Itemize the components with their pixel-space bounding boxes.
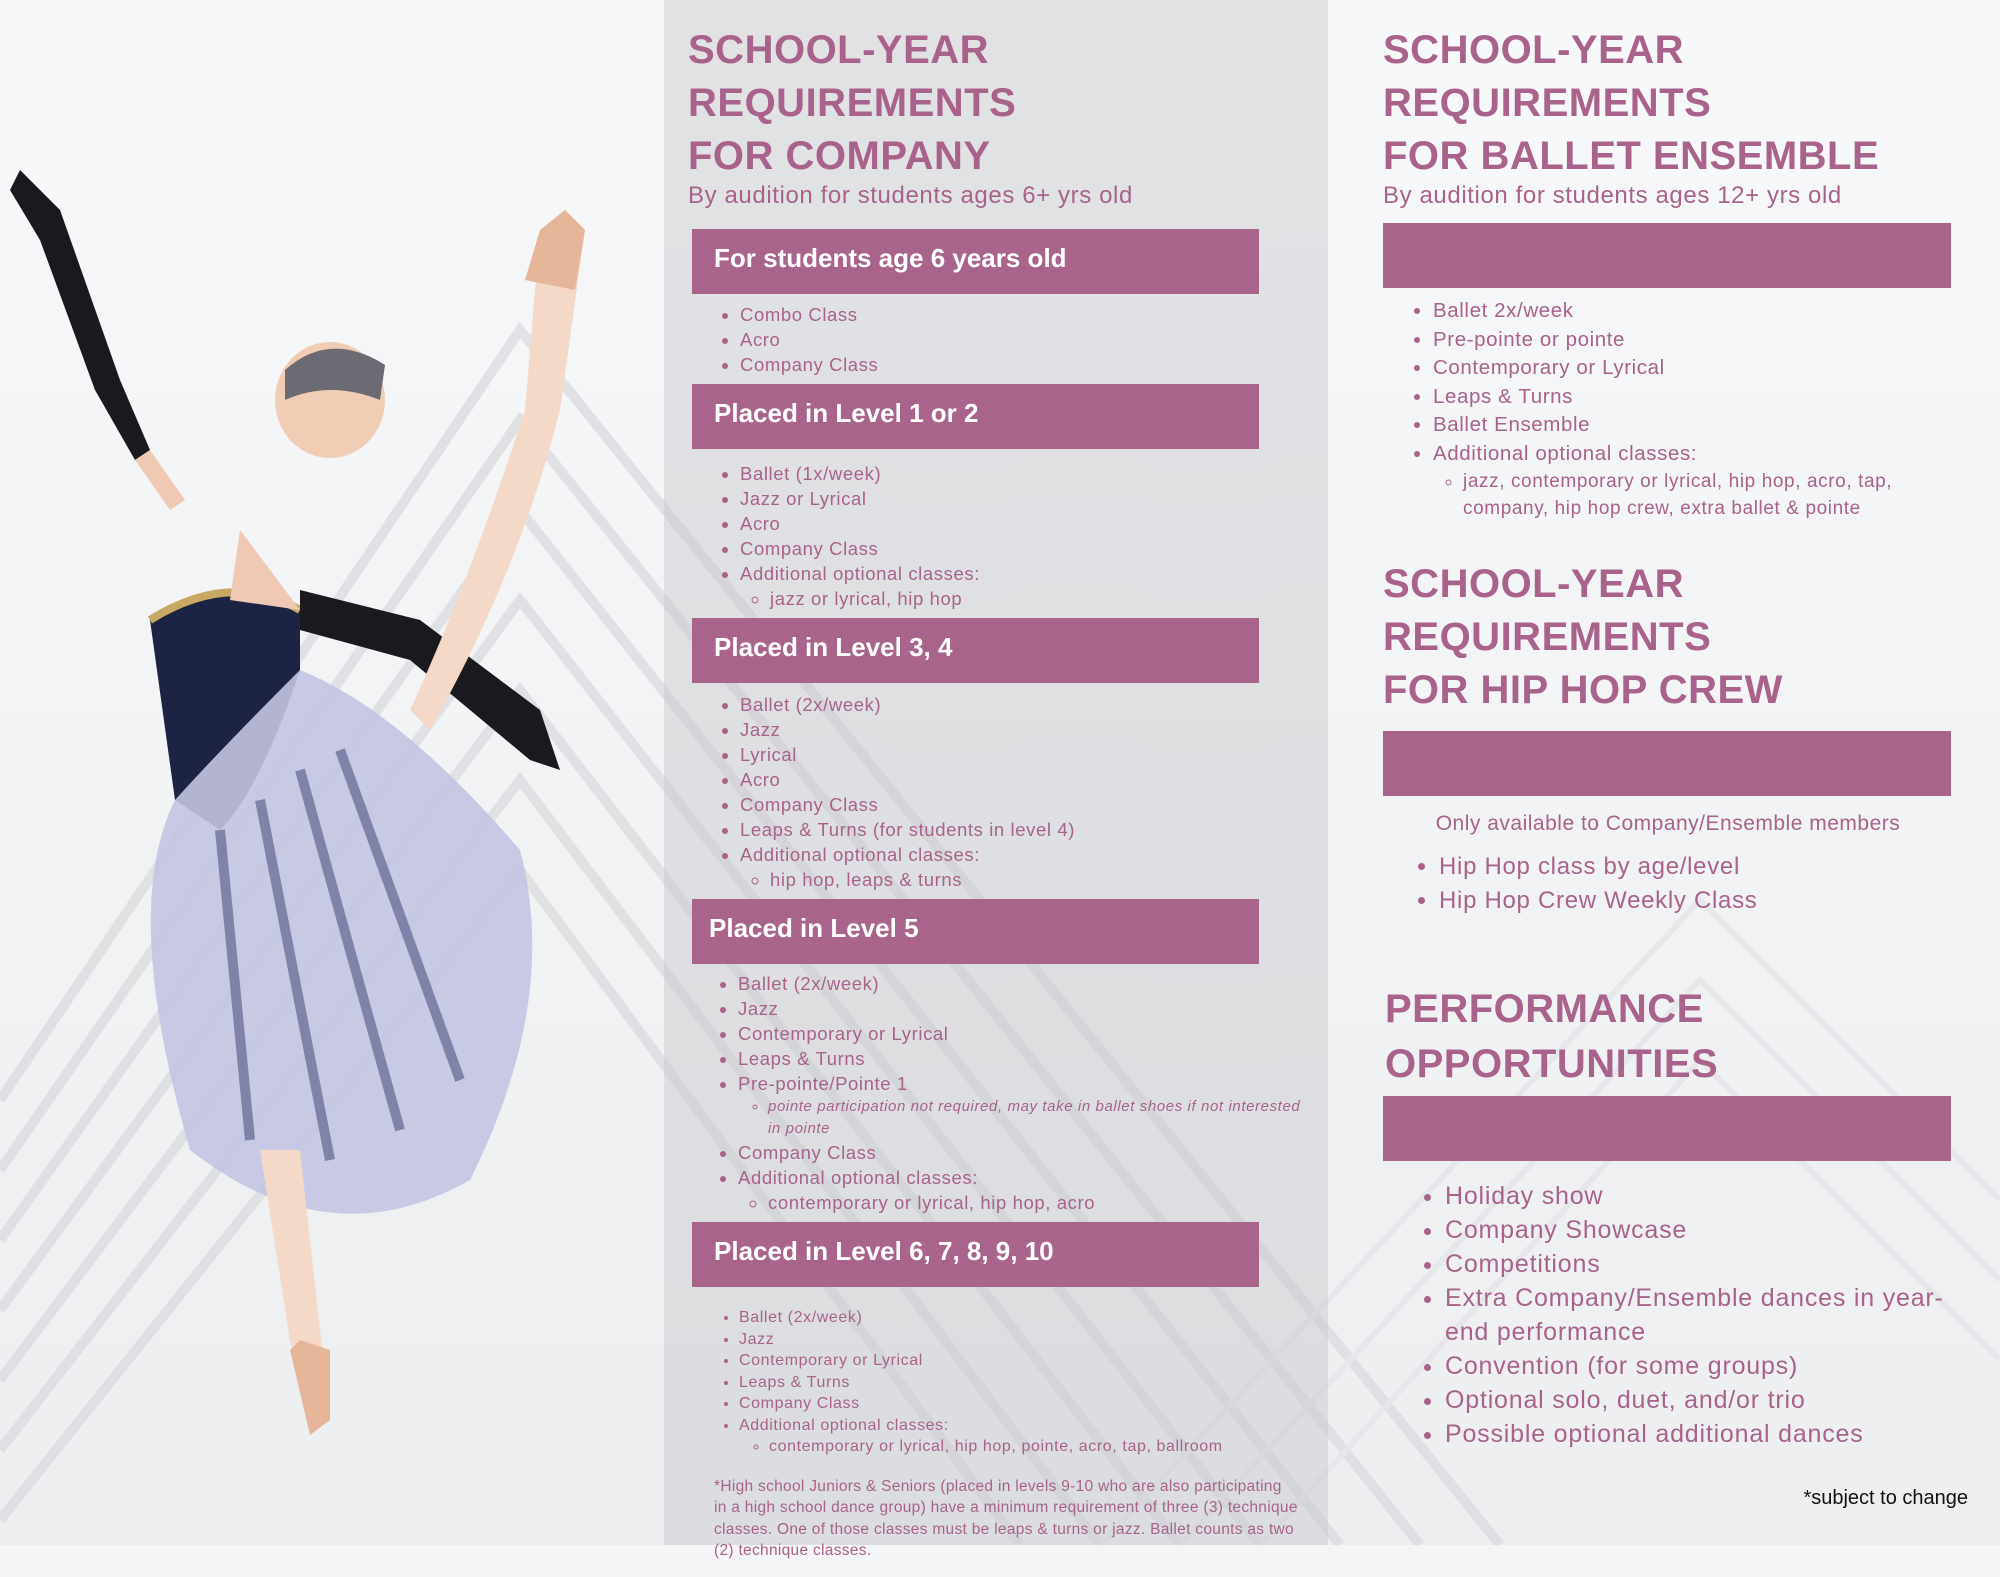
- section-level-6-10: [688, 1222, 1318, 1458]
- ensemble-bar: [1383, 223, 1951, 288]
- company-title-line1: SCHOOL-YEAR REQUIREMENTS: [688, 28, 1017, 125]
- list-item: • Ballet (1x/week): [740, 461, 1318, 486]
- hiphop-title: [1383, 558, 1953, 717]
- list-item: • Leaps & Turns: [1433, 383, 1953, 412]
- section-level-1-2: [688, 384, 1318, 611]
- list-item: • Leaps & Turns: [739, 1372, 1318, 1394]
- ensemble-title-line2: FOR BALLET ENSEMBLE: [1383, 134, 1880, 178]
- list-item-text: Additional optional classes:: [738, 1167, 978, 1188]
- list-item: • Ballet (2x/week): [738, 971, 1318, 996]
- list-item: [738, 1165, 1318, 1215]
- hiphop-title-line2: FOR HIP HOP CREW: [1383, 668, 1783, 712]
- performance-title-line1: PERFORMANCE: [1385, 987, 1704, 1031]
- list-item: • Optional solo, duet, and/or trio: [1445, 1383, 1953, 1417]
- list-item: • Jazz: [740, 717, 1318, 742]
- subject-to-change-footnote: *subject to change: [1803, 1487, 1968, 1509]
- optional-classes-sublist: [1433, 468, 1953, 522]
- list-item: • Contemporary or Lyrical: [738, 1021, 1318, 1046]
- list-item: • Jazz: [738, 996, 1318, 1021]
- optional-classes-sublist: [738, 1190, 1318, 1215]
- list-item: • Company Showcase: [1445, 1213, 1953, 1247]
- list-item: • Holiday show: [1445, 1179, 1953, 1213]
- hiphop-availability: Only available to Company/Ensemble members: [1435, 812, 1901, 835]
- hiphop-bar: [1383, 731, 1951, 796]
- list-item: [739, 1415, 1318, 1458]
- optional-classes-sublist: [739, 1436, 1318, 1458]
- sub-list-item: ◦ pointe participation not required, may take in ballet shoes if not interested in pointe: [768, 1096, 1310, 1140]
- section-age-6: [688, 229, 1318, 377]
- list-item: [1433, 440, 1953, 523]
- list-item: • Acro: [740, 511, 1318, 536]
- list-item-text: Pre-pointe/Pointe 1: [738, 1073, 908, 1094]
- list-item: • Convention (for some groups): [1445, 1349, 1953, 1383]
- list-item-text: Additional optional classes:: [739, 1416, 949, 1434]
- company-subtitle: By audition for students ages 6+ yrs old: [688, 182, 1133, 209]
- sub-list-item: ◦ contemporary or lyrical, hip hop, acro: [768, 1190, 1318, 1215]
- list-item: • Jazz or Lyrical: [740, 486, 1318, 511]
- list-item: • Possible optional additional dances: [1445, 1417, 1953, 1451]
- performance-bar: [1383, 1096, 1951, 1161]
- section-level-5: [688, 899, 1318, 1215]
- list-item: • Ballet 2x/week: [1433, 297, 1953, 326]
- list-item-text: Additional optional classes:: [1433, 441, 1698, 465]
- section-heading-level-3-4: Placed in Level 3, 4: [692, 618, 1259, 683]
- list-item: • Hip Hop class by age/level: [1439, 850, 1953, 884]
- company-title: [688, 24, 1318, 183]
- list-item: • Leaps & Turns: [738, 1046, 1318, 1071]
- list-item: • Company Class: [740, 536, 1318, 561]
- list-item: • Ballet (2x/week): [739, 1307, 1318, 1329]
- list-item: • Extra Company/Ensemble dances in year-end performance: [1445, 1281, 1953, 1349]
- ballerina-photo: [0, 150, 700, 1440]
- list-item: • Company Class: [740, 352, 1318, 377]
- hiphop-title-line1: SCHOOL-YEAR REQUIREMENTS: [1383, 562, 1712, 659]
- sub-list-item: ◦ jazz or lyrical, hip hop: [770, 586, 1318, 611]
- ensemble-title-line1: SCHOOL-YEAR REQUIREMENTS: [1383, 28, 1712, 125]
- section-heading-level-5: Placed in Level 5: [692, 899, 1259, 964]
- optional-classes-sublist: [740, 867, 1318, 892]
- list-item: • Ballet Ensemble: [1433, 411, 1953, 440]
- section-heading-level-1-2: Placed in Level 1 or 2: [692, 384, 1259, 449]
- list-item: • Jazz: [739, 1329, 1318, 1351]
- ensemble-subtitle: By audition for students ages 12+ yrs old: [1383, 182, 1842, 209]
- age-6-class-list: [688, 302, 1318, 377]
- list-item: [738, 1071, 1318, 1140]
- list-item: • Acro: [740, 767, 1318, 792]
- list-item: • Hip Hop Crew Weekly Class: [1439, 884, 1953, 918]
- list-item: • Pre-pointe or pointe: [1433, 326, 1953, 355]
- high-school-note: *High school Juniors & Seniors (placed in levels 9-10 who are also participating in a high school dance group) have a minimum requirement of three (3) technique classes. One of those classes must be leaps & turns or jazz. Ballet counts as two (2) technique classes.: [714, 1477, 1298, 1559]
- level-5-class-list: [688, 971, 1318, 1215]
- level-3-4-class-list: [688, 692, 1318, 892]
- pointe-note-sublist: [738, 1096, 1318, 1140]
- right-column: [1383, 24, 1953, 1451]
- company-title-line2: FOR COMPANY: [688, 134, 991, 178]
- hiphop-class-list: [1383, 850, 1953, 918]
- level-6-10-class-list: [688, 1307, 1318, 1458]
- company-requirements-column: [688, 24, 1318, 1577]
- list-item: • Company Class: [739, 1393, 1318, 1415]
- list-item: • Combo Class: [740, 302, 1318, 327]
- list-item: • Company Class: [740, 792, 1318, 817]
- list-item: [740, 842, 1318, 892]
- list-item: • Lyrical: [740, 742, 1318, 767]
- section-heading-level-6-10: Placed in Level 6, 7, 8, 9, 10: [692, 1222, 1259, 1287]
- performance-list: [1383, 1179, 1953, 1451]
- list-item: • Leaps & Turns (for students in level 4): [740, 817, 1318, 842]
- performance-title: [1383, 982, 1953, 1092]
- optional-classes-sublist: [740, 586, 1318, 611]
- list-item: [740, 561, 1318, 611]
- list-item: • Acro: [740, 327, 1318, 352]
- list-item: • Contemporary or Lyrical: [739, 1350, 1318, 1372]
- level-1-2-class-list: [688, 461, 1318, 611]
- ensemble-class-list: [1383, 297, 1953, 522]
- sub-list-item: ◦ hip hop, leaps & turns: [770, 867, 1318, 892]
- ensemble-title: [1383, 24, 1953, 183]
- list-item: • Company Class: [738, 1140, 1318, 1165]
- list-item: • Contemporary or Lyrical: [1433, 354, 1953, 383]
- sub-list-item: ◦ jazz, contemporary or lyrical, hip hop, acro, tap, company, hip hop crew, extra ballet & pointe: [1463, 468, 1903, 522]
- performance-title-line2: OPPORTUNITIES: [1385, 1042, 1719, 1086]
- list-item-text: Additional optional classes:: [740, 563, 980, 584]
- list-item: • Competitions: [1445, 1247, 1953, 1281]
- section-heading-age-6: For students age 6 years old: [692, 229, 1259, 294]
- section-level-3-4: [688, 618, 1318, 892]
- list-item: • Ballet (2x/week): [740, 692, 1318, 717]
- sub-list-item: ◦ contemporary or lyrical, hip hop, pointe, acro, tap, ballroom: [769, 1436, 1318, 1458]
- list-item-text: Additional optional classes:: [740, 844, 980, 865]
